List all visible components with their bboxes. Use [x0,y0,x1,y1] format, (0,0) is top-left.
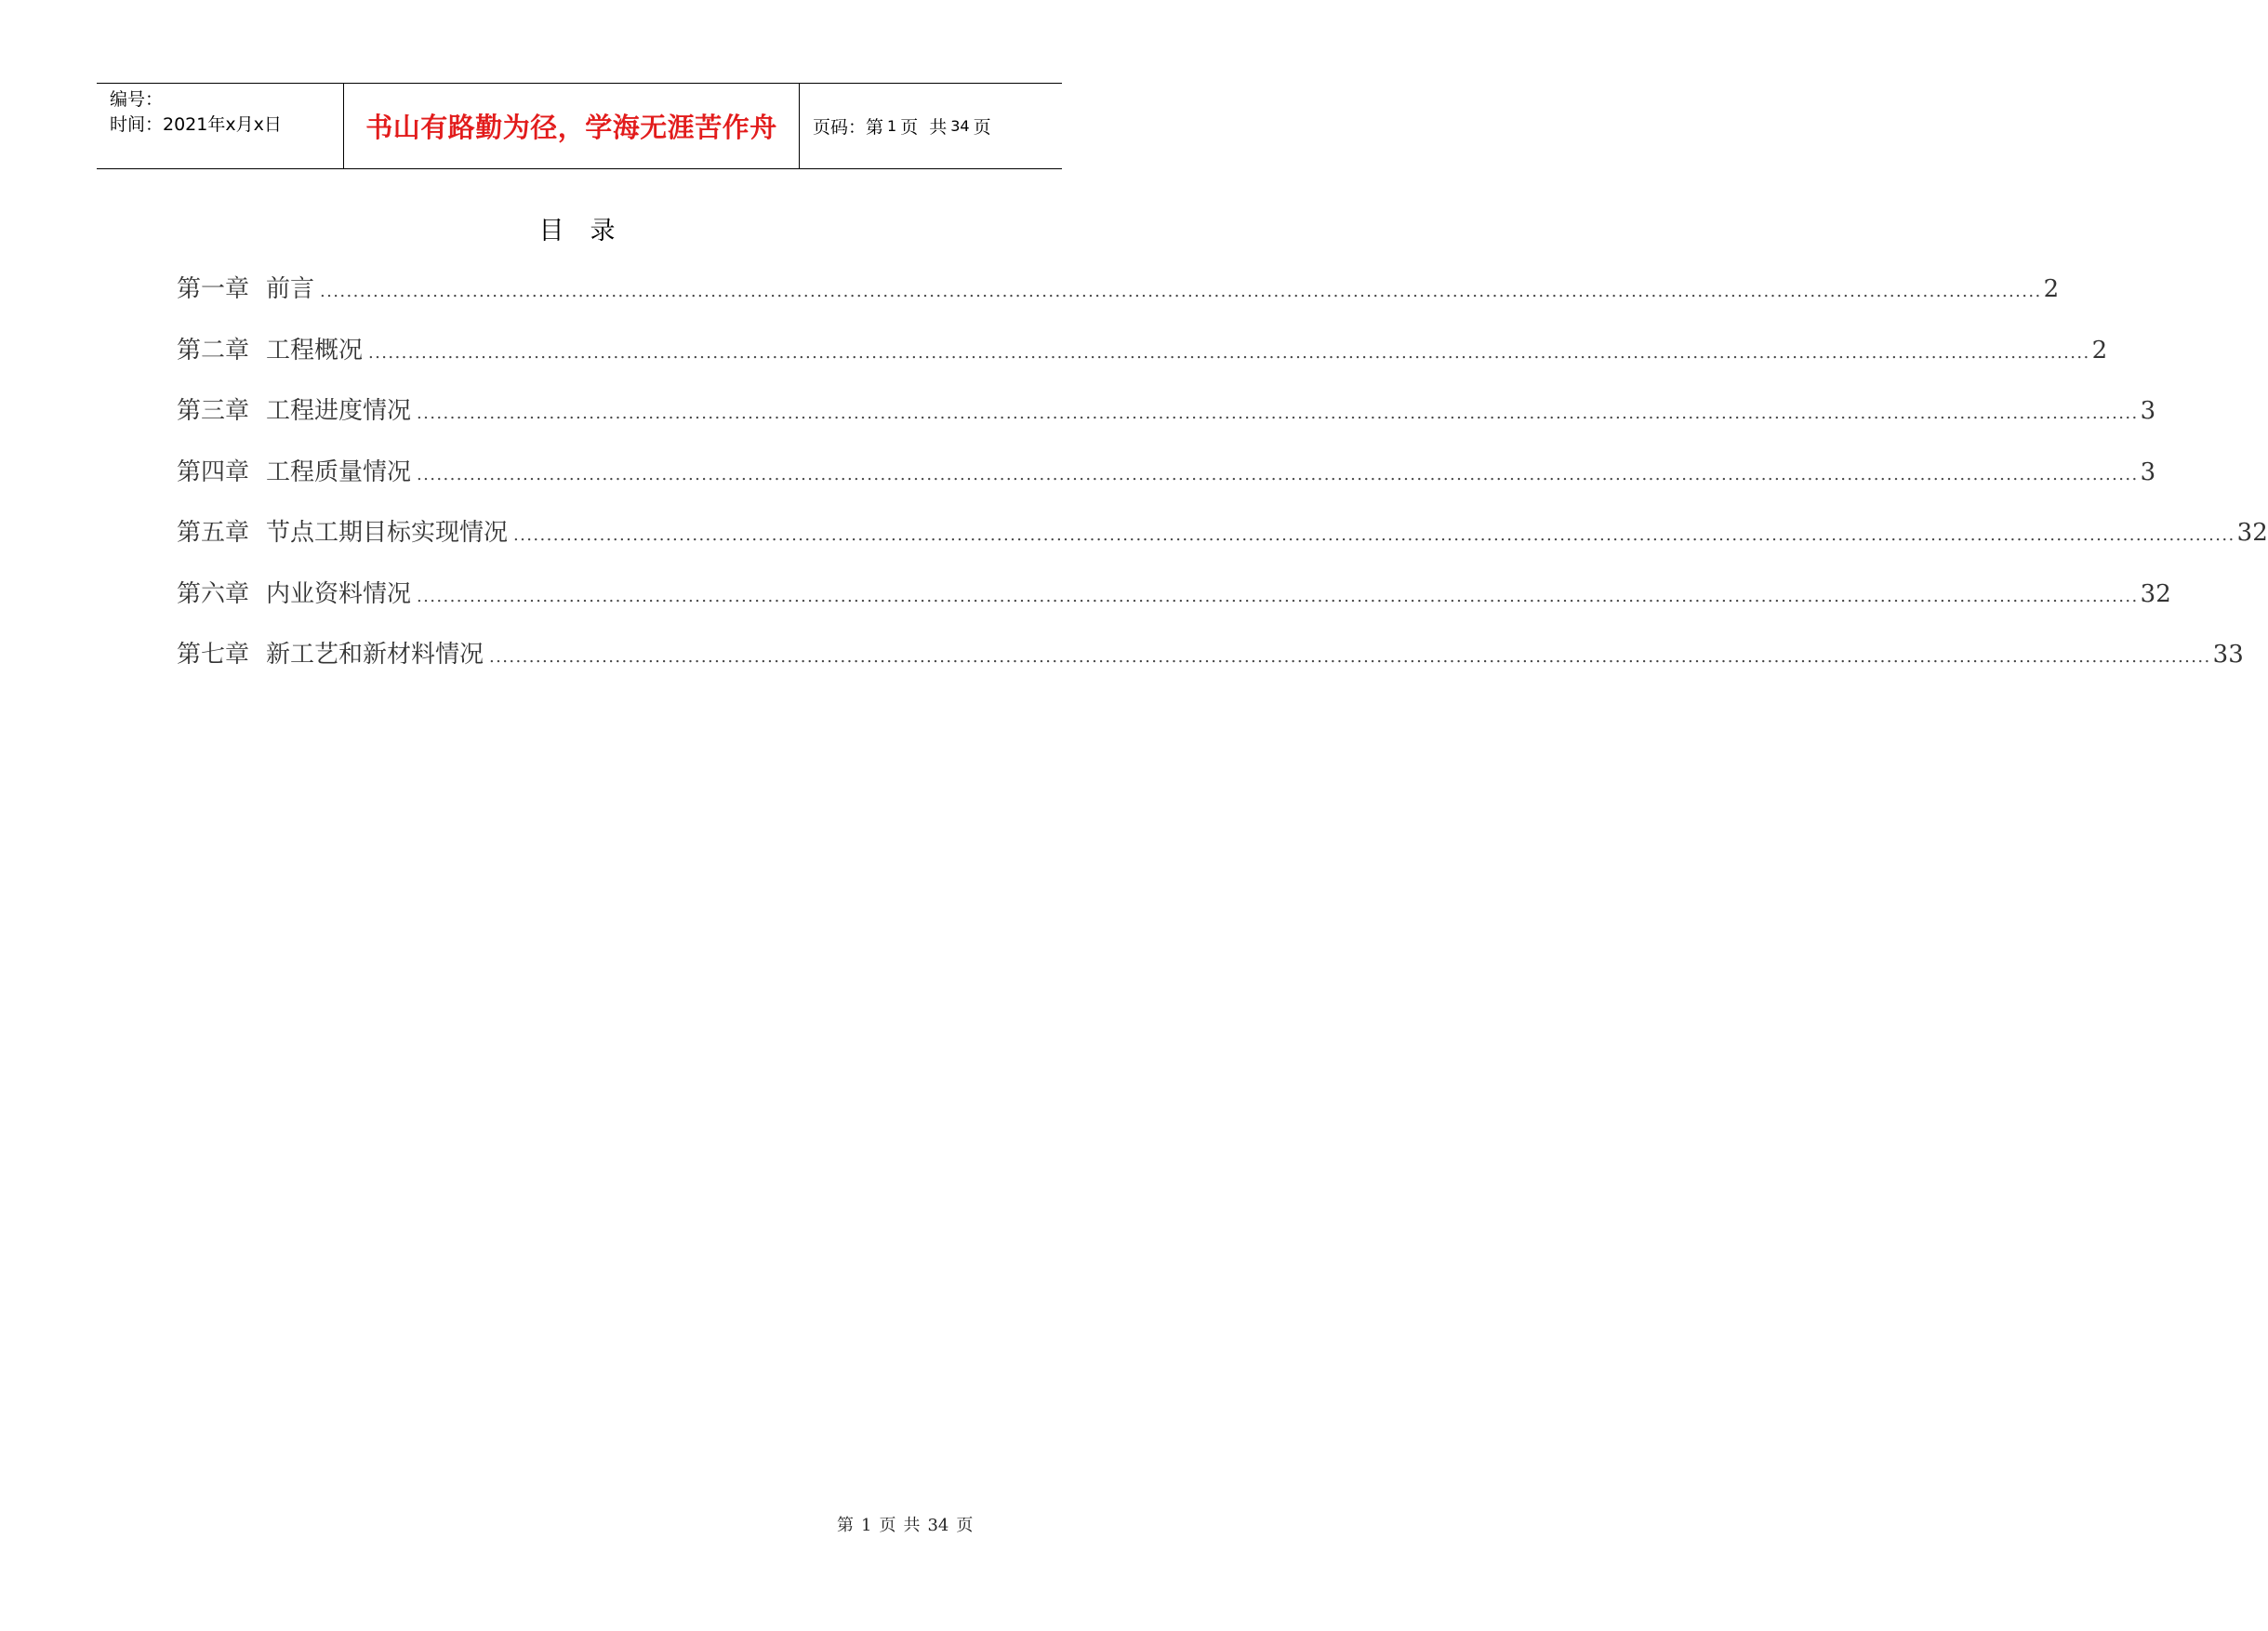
toc-page-number: 33 [2212,641,2244,669]
toc-chapter-number: 第四章 [177,457,250,486]
toc-chapter-title: 内业资料情况 [266,579,412,608]
toc-leader-dots: .................................................................................................................................................................................................................................................................... [513,525,2235,545]
footer-current: 1 [861,1516,872,1535]
toc-entry[interactable] [177,270,2060,331]
toc-entry[interactable] [177,391,2156,453]
toc-entry-heading [177,331,363,365]
toc-leader-dots: .................................................................................................................................................................................................................................................................... [417,404,2139,423]
toc-leader-dots: .................................................................................................................................................................................................................................................................... [320,282,2042,301]
footer-total-prefix: 共 [903,1516,921,1535]
toc-page-number: 2 [2091,336,2108,365]
toc-leader-dots: .................................................................................................................................................................................................................................................................... [489,647,2211,667]
toc-entry-heading [177,635,484,670]
footer-prefix: 第 [837,1516,854,1535]
header-meta [97,84,344,168]
footer-total: 34 [927,1516,949,1535]
toc-chapter-title: 节点工期目标实现情况 [266,519,509,547]
toc-entry-heading [177,391,411,426]
toc-entry[interactable] [177,331,2108,392]
toc-entry-heading [177,575,411,609]
toc-page-number: 3 [2140,457,2156,486]
toc-entry-heading [177,513,508,548]
toc-entry[interactable] [177,575,2171,636]
document-date-label: 时间：2021年x月x日 [110,114,282,135]
toc-chapter-title: 工程概况 [266,336,364,365]
page-prefix: 页码：第 [813,117,884,138]
page-total-prefix: 共 [929,117,948,138]
page-current: 1 [887,117,897,135]
document-number-label: 编号： [110,89,164,110]
toc-entry[interactable] [177,635,2244,696]
header-motto: 书山有路勤为径，学海无涯苦作舟 [365,112,777,143]
footer-suffix: 页 [956,1516,974,1535]
toc-chapter-title: 工程质量情况 [266,457,412,486]
toc-leader-dots: .................................................................................................................................................................................................................................................................... [368,342,2090,363]
toc-entry[interactable] [177,453,2156,514]
toc-leader-dots: .................................................................................................................................................................................................................................................................... [417,464,2139,484]
page-header [97,83,1062,169]
toc-chapter-number: 第一章 [177,275,250,303]
toc-chapter-title: 工程进度情况 [266,397,412,425]
page-footer [837,1512,980,1536]
footer-mid: 页 [879,1516,896,1535]
toc-chapter-title: 新工艺和新材料情况 [266,641,484,669]
toc-chapter-number: 第六章 [177,579,250,608]
header-page-info [800,84,1062,168]
toc-leader-dots: .................................................................................................................................................................................................................................................................... [417,586,2139,606]
toc-page-number: 32 [2236,519,2268,547]
page-mid: 页 [900,117,919,138]
toc-chapter-number: 第三章 [177,397,250,425]
toc-chapter-title: 前言 [266,275,315,303]
toc-page-number: 2 [2043,275,2060,303]
header-motto-cell [344,84,800,168]
toc-chapter-number: 第五章 [177,519,250,547]
toc-entry-heading [177,270,314,304]
toc-page-number: 3 [2140,397,2156,425]
table-of-contents [177,270,2268,696]
page-total: 34 [950,117,970,135]
page-suffix: 页 [973,117,991,138]
toc-title: 目录 [538,217,642,245]
toc-entry-heading [177,453,411,487]
toc-entry[interactable] [177,513,2268,575]
toc-chapter-number: 第二章 [177,336,250,365]
toc-page-number: 32 [2140,579,2171,608]
toc-chapter-number: 第七章 [177,641,250,669]
